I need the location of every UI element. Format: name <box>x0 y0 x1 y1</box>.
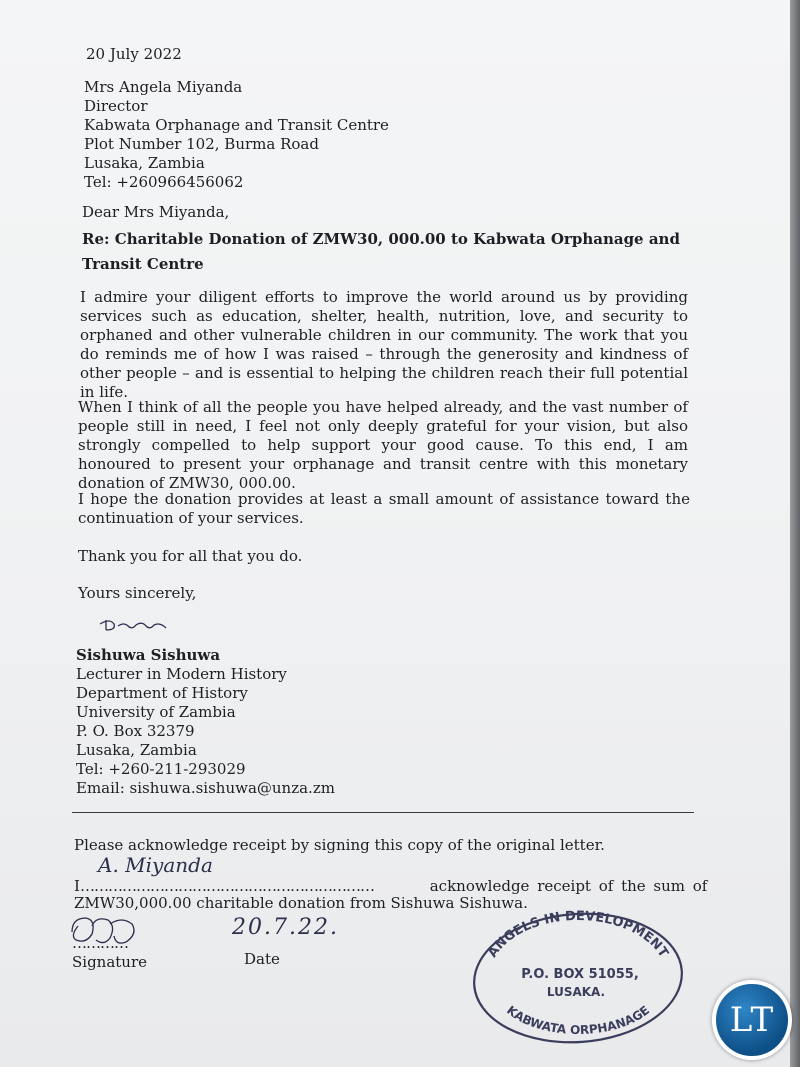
stamp-top-text: ANGELS IN DEVELOPMENT <box>485 908 671 961</box>
recipient-organization: Kabwata Orphanage and Transit Centre <box>84 116 389 134</box>
recipient-phone: Tel: +260966456062 <box>84 173 244 191</box>
acknowledgement-line-2: ZMW30,000.00 charitable donation from Sishuwa Sishuwa. <box>74 894 528 912</box>
date-label: Date <box>244 950 280 968</box>
sender-name: Sishuwa Sishuwa <box>76 646 221 664</box>
salutation: Dear Mrs Miyanda, <box>82 203 230 221</box>
paragraph-admiration: I admire your diligent efforts to improve the world around us by providing services such as education, shelter, health, nutrition, love, and security to orphaned and other vulnerable children in our community. The work that you do reminds me of how I was raised – through the generosity and kindness of other people – and is essential to helping the children reach their full potential in life. <box>80 288 688 401</box>
signature-label: Signature <box>72 953 148 971</box>
stamp-po-box: P.O. BOX 51055, <box>521 967 639 982</box>
sender-city: Lusaka, Zambia <box>76 741 197 759</box>
sender-phone: Tel: +260-211-293029 <box>76 760 246 778</box>
paragraph-donation: When I think of all the people you have helped already, and the vast number of people still in need, I feel not only deeply grateful for your vision, but also strongly compelled to help support your good cause. To this end, I am honoured to present your orphanage and transit centre with this monetary donation of ZMW30, 000.00. <box>78 398 688 492</box>
sender-signature <box>96 612 176 638</box>
stamp-bottom-text: KABWATA ORPHANAGE <box>504 1003 653 1038</box>
stamp-city: LUSAKA. <box>546 985 606 999</box>
letter-date: 20 July 2022 <box>86 45 182 63</box>
recipient-city: Lusaka, Zambia <box>84 154 205 172</box>
subject-line-continued: Transit Centre <box>82 255 204 273</box>
recipient-name: Mrs Angela Miyanda <box>84 78 243 96</box>
sender-department: Department of History <box>76 684 248 702</box>
sender-email: Email: sishuwa.sishuwa@unza.zm <box>76 779 335 797</box>
acknowledgement-prefix: I <box>74 877 80 895</box>
subject-line: Re: Charitable Donation of ZMW30, 000.00 to Kabwata Orphanage and <box>82 230 680 248</box>
acknowledgement-suffix: acknowledge receipt of the sum of <box>429 877 708 895</box>
svg-text:ANGELS IN DEVELOPMENT <box>485 909 671 961</box>
paragraph-hope: I hope the donation provides at least a small amount of assistance toward the continuation of your services. <box>78 490 690 527</box>
sender-position: Lecturer in Modern History <box>76 665 287 683</box>
watermark-logo: LT <box>712 980 792 1060</box>
handwritten-date: 20.7.22. <box>232 915 339 940</box>
organization-stamp <box>468 906 688 1046</box>
page-edge-shadow <box>790 0 800 1067</box>
sender-university: University of Zambia <box>76 703 236 721</box>
handwritten-name: A. Miyanda <box>98 853 213 877</box>
acknowledgement-instruction: Please acknowledge receipt by signing this copy of the original letter. <box>74 836 605 854</box>
name-fill-in-line: ……………………………………………………… <box>79 877 374 895</box>
closing-line: Yours sincerely, <box>78 584 197 602</box>
signature-fill-in-line: ………… <box>72 934 128 952</box>
recipient-title: Director <box>84 97 148 115</box>
sender-po-box: P. O. Box 32379 <box>76 722 195 740</box>
divider-line <box>72 812 694 813</box>
recipient-address: Plot Number 102, Burma Road <box>84 135 319 153</box>
thanks-line: Thank you for all that you do. <box>78 547 303 565</box>
